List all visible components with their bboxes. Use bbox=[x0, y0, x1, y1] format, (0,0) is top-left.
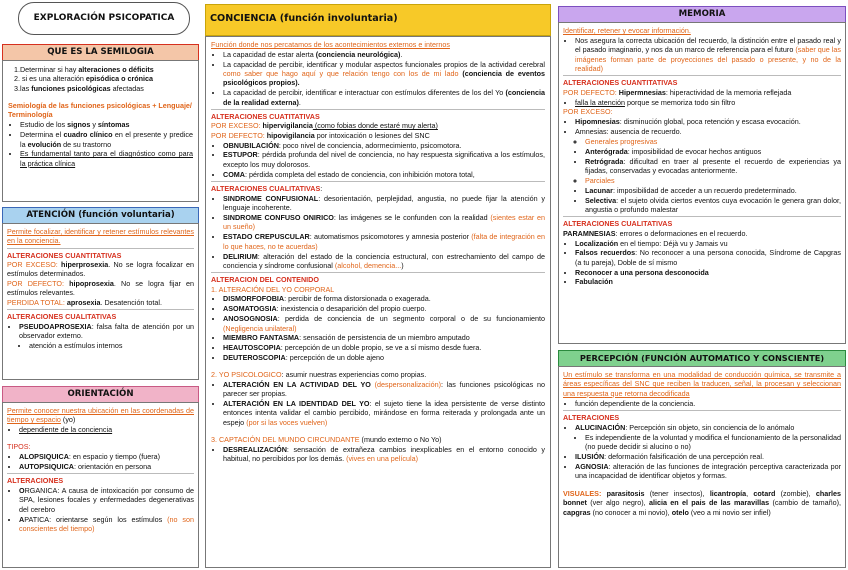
semiologia-subtitle: Semiología de las funciones psicológicas + Lenguaje/ Terminología bbox=[8, 101, 192, 120]
list-item: • Falsos recuerdos: No reconocer a una persona conocida, Síndrome de Capgras (a tu pareja), Doble de sí mismo bbox=[575, 248, 841, 267]
contenido-section-1: 1. ALTERACIÓN DEL YO CORPORAL bbox=[211, 284, 335, 294]
list-item: • dependiente de la conciencia bbox=[19, 425, 194, 434]
list-item: • COMA: pérdida completa del estado de conciencia, con inhibición motora total, bbox=[223, 170, 545, 179]
list-item: • HEAUTOSCOPIA: percepción de un doble propio, se ve a sí mismo desde fuera. bbox=[223, 343, 545, 352]
conciencia-cuant-title: ALTERACIONES CUATITATIVAS bbox=[211, 112, 320, 122]
title-box bbox=[18, 2, 190, 35]
atencion-exceso: POR EXCESO: hiperprosexia. No se logra focalizar en estímulos determinados. bbox=[7, 260, 194, 279]
list-item: • función dependiente de la conciencia. bbox=[575, 399, 841, 408]
memoria-paramnesias: PARAMNESIAS: errores o deformaciones en el recuerdo. bbox=[563, 228, 748, 238]
list-item: • ESTADO CREPUSCULAR: automatismos psicomotores y amnesia posterior (falta de integración en lo que haces, no te acuerdas) bbox=[223, 232, 545, 251]
percepcion-definition: Un estímulo se transforma en una modalidad de conducción química, se transmite a áreas específicas del SNC que reciben la traducen, señal, la procesan y seleccionan una respuesta que retorna decodificada bbox=[563, 370, 841, 398]
conciencia-exceso: POR EXCESO: hipervigilancia (como fobias donde estaré muy alerta) bbox=[211, 121, 438, 131]
contenido-section-3: 3. CAPTACIÓN DEL MUNDO CIRCUNDANTE (mundo externo o No Yo) bbox=[211, 434, 442, 444]
list-item: • DESREALIZACIÓN: sensación de extrañeza cambios inexplicables en el entorno conocido y habitual, no percibidos por los demás. (vives en una película) bbox=[223, 445, 545, 464]
contenido-section-2: 2. YO PSICOLOGICO: asumir nuestras experiencias como propias. bbox=[211, 370, 427, 379]
list-item: • Fabulación bbox=[575, 277, 841, 286]
list-item: • AGNOSIA: alteración de las funciones de integración perceptiva caracterizada por una incapacidad de identificar objetos y formas. bbox=[575, 462, 841, 481]
list-item: • Anterógrada: imposibilidad de evocar hechos antiguos bbox=[585, 147, 841, 156]
semiologia-item-1: 1.Determinar si hay alteraciones o déficits bbox=[14, 65, 154, 74]
list-item: • Selectiva: el sujeto olvida ciertos eventos cuya evocación le genera gran dolor, angustia o profundo malestar bbox=[585, 196, 841, 215]
percepcion-visuales: VISUALES: parasitosis (tener insectos), licantropía, cotard (zombie), charles bonnet (ver algo negro), alicia en el pais de las maravillas (cambio de tamaño), capgras (no conocer a mi novio), otelo (veo a mi novio ser infiel) bbox=[563, 488, 842, 517]
percepcion-box bbox=[558, 366, 846, 568]
conciencia-header: CONCIENCIA (función involuntaria) bbox=[205, 4, 551, 36]
list-item: • ANOSOGNOSIA: perdida de conciencia de un segmento corporal o de su funcionamiento (Negligencia unilateral) bbox=[223, 314, 545, 333]
percepcion-alt-title: ALTERACIONES bbox=[563, 412, 620, 422]
atencion-total: PERDIDA TOTAL: aprosexia. Desatención total. bbox=[7, 297, 163, 307]
list-item: • DEUTEROSCOPIA: percepción de un doble ajeno bbox=[223, 353, 545, 362]
atencion-definition: Permite focalizar, identificar y retener estímulos relevantes en la conciencia. bbox=[7, 227, 194, 246]
orientacion-box bbox=[2, 402, 199, 568]
list-item: • AUTOPSIQUICA: orientación en persona bbox=[19, 462, 194, 471]
list-item: • APATICA: orientarse según los estímulos (no son conscientes del tiempo) bbox=[19, 515, 194, 534]
list-item: ◦ Generales progresivas bbox=[585, 137, 841, 146]
list-item: ◦ Parciales bbox=[585, 176, 841, 185]
page-title: EXPLORACIÓN PSICOPATICA bbox=[33, 12, 175, 23]
list-item: • La capacidad de estar alerta (conciencia neurológica). bbox=[223, 50, 545, 59]
list-item: • Es fundamental tanto para el diagnóstico como para la práctica clínica bbox=[20, 149, 193, 168]
list-item: • Estudio de los signos y síntomas bbox=[20, 120, 193, 129]
memoria-defecto: POR DEFECTO: Hipermnesias: hiperactividad de la memoria reflejada bbox=[563, 87, 792, 97]
list-item: • ILUSIÓN: deformación falsificación de una percepción real. bbox=[575, 452, 841, 461]
list-item: • atención a estímulos internos bbox=[29, 341, 194, 350]
memoria-definition: Identificar, retener y evocar información. bbox=[563, 26, 691, 35]
list-item: • Determina el cuadro clínico en el presente y predice la evolución de su trastorno bbox=[20, 130, 193, 149]
list-item: • Lacunar: imposibilidad de acceder a un recuerdo predeterminado. bbox=[585, 186, 841, 195]
list-item: • SINDROME CONFUSO ONIRICO: las imágenes se le confunden con la realidad (sientes estar en un sueño) bbox=[223, 213, 545, 232]
list-item: • La capacidad de percibir, identificar e interactuar con estímulos diferentes de los del Yo (conciencia de la realidad externa). bbox=[223, 88, 545, 107]
conciencia-cual-title: ALTERACIONES CUALITATIVAS: bbox=[211, 184, 323, 194]
list-item: • ALOPSIQUICA: en espacio y tiempo (fuera) bbox=[19, 452, 194, 461]
memoria-exceso: POR EXCESO: bbox=[563, 107, 613, 117]
list-item: • Retrógrada: dificultad en traer al presente el recuerdo de experiencias ya fijadas, conservadas y evocadas anteriormente. bbox=[585, 157, 841, 176]
list-item: • Localización en el tiempo: Déjà vu y Jamais vu bbox=[575, 239, 841, 248]
atencion-header: ATENCIÓN (función voluntaria) bbox=[2, 207, 199, 224]
orientacion-header: ORIENTACIÓN bbox=[2, 386, 199, 403]
list-item: • Es independiente de la voluntad y modifica el funcionamiento de la personalidad (no puede decidir si alucino o no) bbox=[585, 433, 841, 452]
list-item: • ALTERACIÓN EN LA ACTIVIDAD DEL YO (despersonalización): las funciones psicológicas no parecer ser propias. bbox=[223, 380, 545, 399]
list-item: • PSEUDOAPROSEXIA: falsa falta de atención por un observador externo. • atención a estímulos internos bbox=[19, 322, 194, 351]
semiologia-box bbox=[2, 60, 199, 202]
memoria-cual-title: ALTERACIONES CUALITATIVAS bbox=[563, 219, 673, 229]
conciencia-definition: Función donde nos percatamos de los acontecimientos externos e internos bbox=[211, 40, 450, 49]
memoria-box bbox=[558, 22, 846, 344]
semiologia-item-2: 2. si es una alteración episódica o crónica bbox=[14, 74, 154, 84]
semiologia-header: QUE ES LA SEMILOGIA bbox=[2, 44, 199, 61]
memoria-cuant-title: ALTERACIONES CUANTITATIVAS bbox=[563, 78, 678, 88]
memoria-header: MEMORIA bbox=[558, 6, 846, 23]
list-item: • ORGANICA: A causa de intoxicación por consumo de SPA, lesiones focales y enfermedades degenerativas del cerebro bbox=[19, 486, 194, 514]
list-item: • Hipomnesias: disminución global, poca retención y escasa evocación. bbox=[575, 117, 841, 126]
list-item: • falla la atención porque se memoriza todo sin filtro bbox=[575, 98, 841, 107]
conciencia-box bbox=[205, 36, 551, 568]
atencion-cual-title: ALTERACIONES CUALITATIVAS bbox=[7, 311, 117, 321]
list-item: • Amnesias: ausencia de recuerdo. ◦ Generales progresivas • Anterógrada: imposibilidad de evocar hechos antiguos • Retrógrada: dificultad en traer al presente el recuerdo de experiencias ya fijadas, conservadas y evocadas anteriormente. ◦ Parciales • Lacunar: imposibilidad de acceder a un recuerdo predeterminado. • Selectiva: el sujeto olvida ciertos eventos cuya evocación le genera gran dolor, angustia o profundo malestar bbox=[575, 127, 841, 214]
list-item: • ALTERACIÓN EN LA IDENTIDAD DEL YO: el sujeto tiene la idea persistente de verse distinto entonces intenta validar el cambio percibido, mirándose en forma reiterada y prolongada ante un espejo (por si las voces vuelven) bbox=[223, 399, 545, 427]
semiologia-item-3: 3.las funciones psicológicas afectadas bbox=[14, 83, 144, 93]
list-item: • DISMORFOFOBIA: percibir de forma distorsionada o exagerada. bbox=[223, 294, 545, 303]
atencion-defecto: POR DEFECTO: hipoprosexia. No se logra fijar en estímulos relevantes. bbox=[7, 278, 195, 298]
conciencia-defecto: POR DEFECTO: hipovigilancia por intoxicación o lesiones del SNC bbox=[211, 130, 430, 140]
list-item: • OBNUBILACIÓN: poco nivel de conciencia, adormecimiento, psicomotora. bbox=[223, 141, 545, 150]
conciencia-contenido-title: ALTERACION DEL CONTENIDO bbox=[211, 275, 319, 285]
atencion-cuant-title: ALTERACIONES CUANTITATIVAS bbox=[7, 250, 122, 260]
list-item: • La capacidad de percibir, identificar y modular aspectos funcionales propios de la actividad cerebral como saber que hago aquí y que relación tengo con los de mi lado (conciencia de eventos psicológicos propios). bbox=[223, 60, 545, 88]
list-item: • ASOMATOGSIA: inexistencia o desaparición del propio cuerpo. bbox=[223, 304, 545, 313]
orientacion-tipos-title: TIPOS: bbox=[7, 442, 31, 452]
list-item: • DELIRIUM: alteración del estado de la conciencia estructural, con estrechamiento del campo de conciencia y síndrome confusional (alcohol, demencia...) bbox=[223, 252, 545, 271]
percepcion-header: PERCEPCIÓN (FUNCIÓN AUTOMATICO Y CONSCIENTE) bbox=[558, 350, 846, 367]
list-item: • MIEMBRO FANTASMA: sensación de persistencia de un miembro amputado bbox=[223, 333, 545, 342]
list-item: • Reconocer a una persona desconocida bbox=[575, 268, 841, 277]
atencion-box bbox=[2, 223, 199, 380]
list-item: • ALUCINACIÓN: Percepción sin objeto, sin conciencia de lo anómalo • Es independiente de la voluntad y modifica el funcionamiento de la personalidad (no puede decidir si alucino o no) bbox=[575, 423, 841, 452]
list-item: • ESTUPOR: pérdida profunda del nivel de conciencia, no hay respuesta significativa a los estímulos, excepto los muy dolorosos. bbox=[223, 150, 545, 169]
list-item: • Nos asegura la correcta ubicación del recuerdo, la distinción entre el pasado real y el pasado imaginario, y nos da un marco de referencia para el futuro (saber que las imágenes forman parte de proyecciones del pasado o presente, y no de la realidad) bbox=[575, 36, 841, 73]
orientacion-alt-title: ALTERACIONES bbox=[7, 476, 64, 486]
orientacion-definition: Permite conocer nuestra ubicación en las coordenadas de tiempo y espacio (yo) bbox=[7, 406, 194, 425]
list-item: • SINDROME CONFUSIONAL: desorientación, perplejidad, angustia, no puede fijar la atención y lenguaje incoherente. bbox=[223, 194, 545, 213]
